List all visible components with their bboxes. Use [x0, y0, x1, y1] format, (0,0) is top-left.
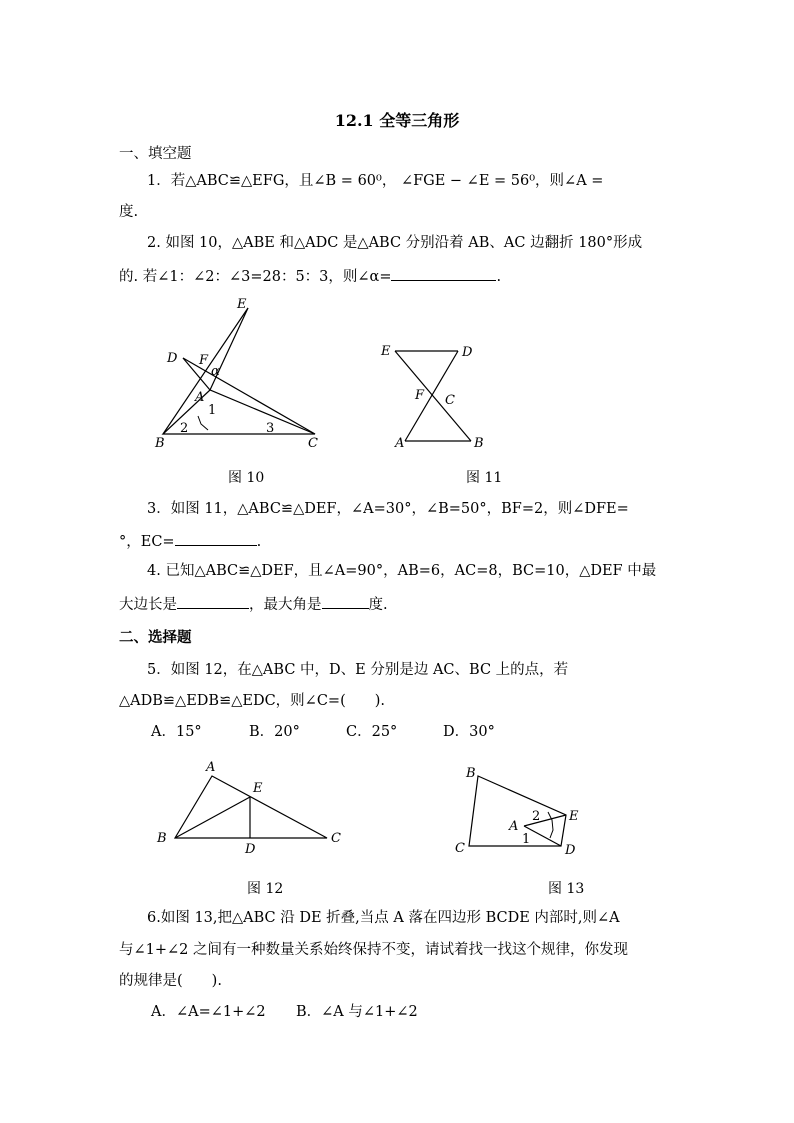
answer-blank [322, 594, 369, 609]
q5-option-a: A．15° [151, 724, 202, 740]
fig10-label-c: C [308, 436, 318, 451]
q5-option-c: C．25° [346, 724, 398, 740]
fig12-triangle-abc [175, 776, 327, 838]
fig10-label-a: A [195, 390, 205, 405]
fig13-label-a: A [509, 819, 519, 834]
q3-line2-end: . [256, 534, 262, 550]
fig13-label-c: C [455, 841, 465, 856]
q3-line2-text: °，EC= [119, 534, 175, 550]
fig11-label-b: B [474, 436, 484, 451]
answer-blank [177, 594, 249, 609]
fig10-label-1: 1 [208, 403, 217, 418]
fig11-caption: 图 11 [466, 470, 503, 486]
fig12-line-be [175, 797, 250, 838]
fig10-caption: 图 10 [228, 470, 265, 486]
fig12-label-a: A [206, 760, 216, 775]
section-choice: 二、选择题 [119, 629, 192, 646]
fig11-label-a: A [395, 436, 405, 451]
fig13-fold-mark [548, 812, 553, 838]
fig11-label-d: D [462, 345, 473, 360]
q6-line2: 与∠1+∠2 之间有一种数量关系始终保持不变，请试着找一找这个规律，你发现 [119, 942, 629, 958]
q3-line1: 3．如图 11，△ABC≌△DEF，∠A=30°，∠B=50°，BF=2，则∠DFE= [147, 501, 629, 517]
q1-line2: 度. [119, 204, 139, 220]
fig10-label-d: D [167, 351, 178, 366]
fig13-line-ae [524, 815, 566, 826]
fig12-label-b: B [157, 831, 167, 846]
fig10-label-3: 3 [266, 421, 275, 436]
fig13-label-b: B [466, 766, 476, 781]
fig13-caption: 图 13 [548, 881, 585, 897]
fig13-label-e: E [569, 809, 579, 824]
q4-line2 [119, 594, 388, 614]
fig12-label-d: D [245, 842, 256, 857]
q2-line2: 的. 若∠1：∠2：∠3=28：5：3，则∠α= . [119, 266, 501, 286]
q1-line1: 1．若△ABC≌△EFG，且∠B = 60⁰， ∠FGE − ∠E = 56⁰，则∠A = [147, 173, 604, 189]
section-fill-in: 一、填空题 [119, 146, 192, 162]
fig13-label-d: D [565, 843, 576, 858]
q4-line2-end: 度. [368, 597, 388, 613]
fig10-label-e: E [237, 297, 247, 312]
fig12-caption: 图 12 [247, 881, 284, 897]
q6-option-b: B．∠A 与∠1+∠2 [296, 1004, 418, 1020]
q3-line2 [119, 531, 261, 551]
fig13-label-2: 2 [532, 809, 541, 824]
q6-option-a: A．∠A=∠1+∠2 [151, 1004, 266, 1020]
q5-line2: △ADB≌△EDB≌△EDC，则∠C=( ). [119, 693, 385, 709]
fig11-line-eb [395, 351, 471, 441]
q5-line1: 5．如图 12，在△ABC 中，D、E 分别是边 AC、BC 上的点，若 [147, 662, 569, 678]
fig10-label-2: 2 [180, 421, 189, 436]
q4-line2-mid: ，最大角是 [249, 597, 322, 613]
q6-line3: 的规律是( ). [119, 973, 222, 989]
fig11-label-c: C [445, 393, 455, 408]
fig10-label-b: B [155, 436, 165, 451]
q6-line1: 6.如图 13,把△ABC 沿 DE 折叠,当点 A 落在四边形 BCDE 内部时,则∠A [147, 910, 620, 926]
fig12-label-c: C [331, 831, 341, 846]
q5-option-d: D．30° [443, 724, 495, 740]
fig10-label-f: F [199, 353, 209, 368]
fig10-label-alpha: α [211, 364, 220, 379]
fig11-label-f: F [415, 388, 425, 403]
fig10-angle-mark [198, 416, 208, 430]
fig12-label-e: E [253, 781, 263, 796]
answer-blank [175, 531, 257, 546]
q2-line2-text: 的. 若∠1：∠2：∠3=28：5：3，则∠α= [119, 269, 392, 285]
q4-line1: 4. 已知△ABC≌△DEF，且∠A=90°，AB=6，AC=8，BC=10，△DEF 中最 [147, 563, 657, 579]
page-title: 12.1 全等三角形 [334, 111, 460, 130]
q4-line2-text: 大边长是 [119, 597, 177, 613]
fig13-label-1: 1 [522, 832, 531, 847]
fig11-label-e: E [381, 344, 391, 359]
q2-line1: 2. 如图 10，△ABE 和△ADC 是△ABC 分别沿着 AB、AC 边翻折 180°形成 [147, 235, 643, 251]
q5-option-b: B．20° [249, 724, 300, 740]
